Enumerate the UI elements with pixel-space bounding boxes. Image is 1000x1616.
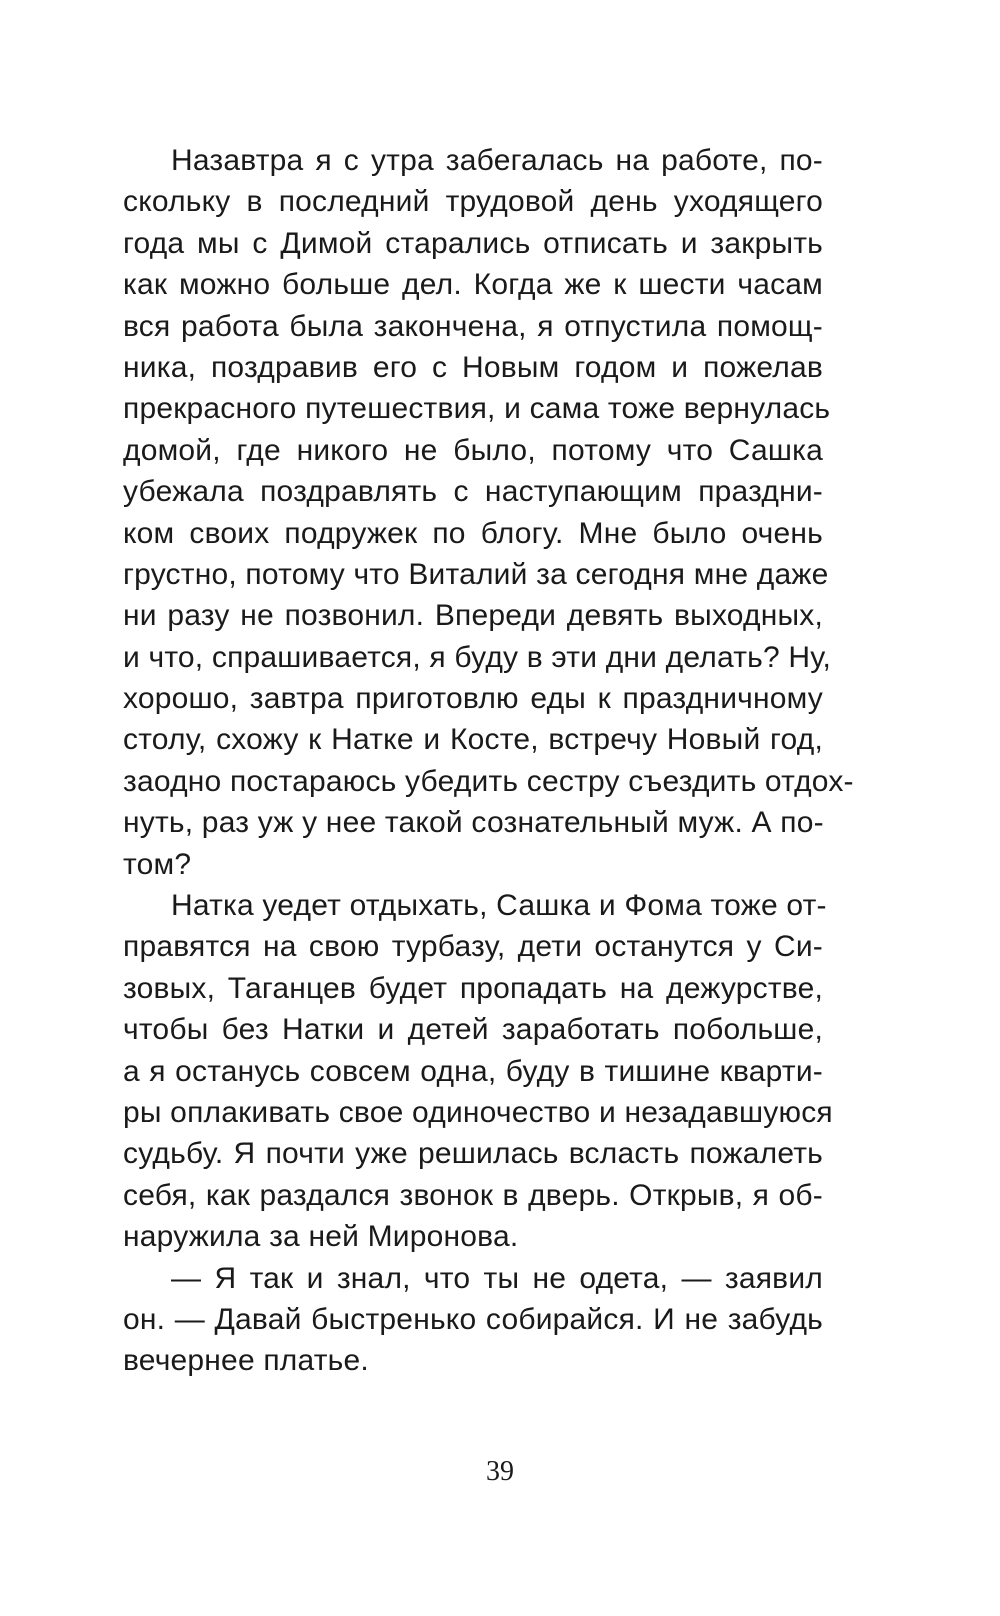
text-line: судьбу. Я почти уже решилась всласть пожалеть (123, 1137, 823, 1171)
text-line: чтобы без Натки и детей заработать побольше, (123, 1013, 823, 1047)
text-line: прекрасного путешествия, и сама тоже вернулась (123, 392, 831, 426)
text-line: и что, спрашивается, я буду в эти дни делать? Ну, (123, 640, 831, 674)
text-line: правятся на свою турбазу, дети останутся у Си- (123, 930, 823, 964)
text-line: а я останусь совсем одна, буду в тишине кварти- (123, 1054, 823, 1088)
text-line: том? (123, 847, 192, 881)
text-line: как можно больше дел. Когда же к шести часам (123, 268, 823, 302)
text-line: нуть, раз уж у нее такой сознательный муж. А по- (123, 806, 824, 840)
text-line: года мы с Димой старались отписать и закрыть (123, 226, 823, 260)
paragraph-1 (123, 140, 854, 885)
text-line: наружила за ней Миронова. (123, 1220, 519, 1254)
text-line: вечернее платье. (123, 1344, 369, 1378)
text-line: вся работа была закончена, я отпустила помощ- (123, 309, 823, 343)
text-line: убежала поздравлять с наступающим праздни- (123, 475, 823, 509)
text-line: заодно постараюсь убедить сестру съездить отдох- (123, 764, 854, 798)
text-line: — Я так и знал, что ты не одета, — заявил (171, 1261, 823, 1295)
paragraph-3 (123, 1258, 823, 1382)
text-line: ры оплакивать свое одиночество и незадавшуюся (123, 1095, 833, 1129)
text-line: ком своих подружек по блогу. Мне было очень (123, 516, 823, 550)
text-line: Натка уедет отдыхать, Сашка и Фома тоже от- (171, 889, 827, 923)
page-number: 39 (486, 1456, 514, 1487)
text-line: ника, поздравив его с Новым годом и пожелав (123, 350, 823, 384)
text-line: скольку в последний трудовой день уходящего (123, 185, 823, 219)
text-line: зовых, Таганцев будет пропадать на дежурстве, (123, 971, 823, 1005)
text-line: грустно, потому что Виталий за сегодня мне даже (123, 557, 829, 591)
text-line: ни разу не позвонил. Впереди девять выходных, (123, 599, 823, 633)
text-line: себя, как раздался звонок в дверь. Открыв, я об- (123, 1178, 823, 1212)
text-line: домой, где никого не было, потому что Сашка (123, 433, 823, 467)
text-line: хорошо, завтра приготовлю еды к праздничному (123, 682, 823, 716)
paragraph-2 (123, 885, 833, 1258)
text-line: Назавтра я с утра забегалась на работе, по- (171, 144, 823, 177)
text-line: столу, схожу к Натке и Косте, встречу Новый год, (123, 723, 823, 757)
body-text (123, 140, 854, 1382)
text-line: он. — Давай быстренько собирайся. И не забудь (123, 1302, 823, 1336)
